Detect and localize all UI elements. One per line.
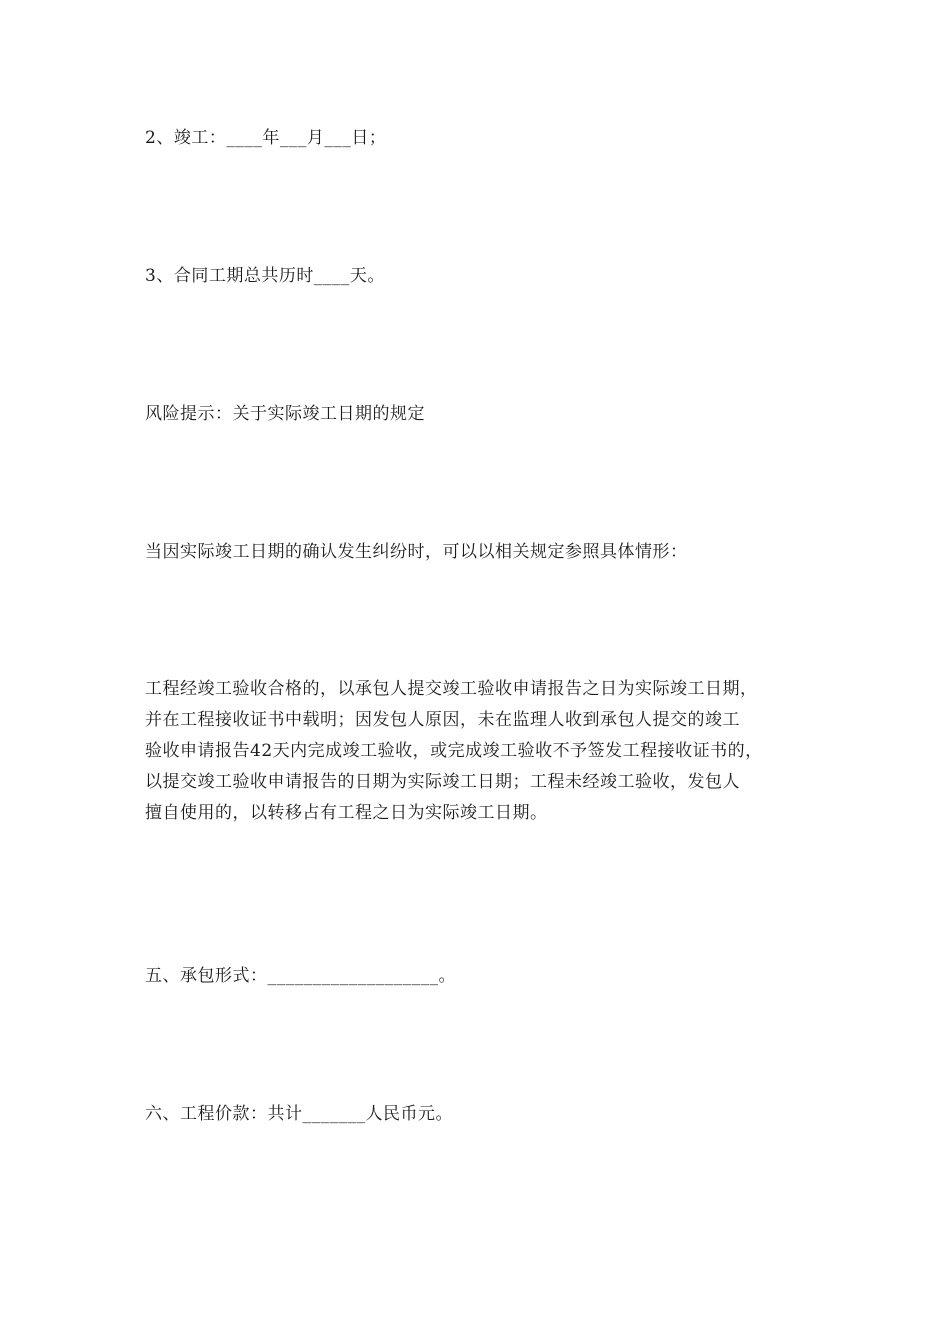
risk-body-line: 以提交竣工验收申请报告的日期为实际竣工日期；工程未经竣工验收，发包人 <box>145 772 740 792</box>
completion-date-item: 2、竣工：____年___月___日； <box>145 128 387 148</box>
contract-price-section: 六、工程价款：共计_______人民币元。 <box>145 1104 453 1124</box>
risk-body-line: 验收申请报告42天内完成竣工验收，或完成竣工验收不予签发工程接收证书的， <box>145 741 763 761</box>
risk-body-line: 工程经竣工验收合格的，以承包人提交竣工验收申请报告之日为实际竣工日期， <box>145 679 758 699</box>
contract-duration-item: 3、合同工期总共历时____天。 <box>145 266 385 286</box>
risk-tip-intro: 当因实际竣工日期的确认发生纠纷时，可以以相关规定参照具体情形： <box>145 542 688 562</box>
risk-body-line: 擅自使用的，以转移占有工程之日为实际竣工日期。 <box>145 803 548 823</box>
risk-tip-heading: 风险提示：关于实际竣工日期的规定 <box>145 404 425 424</box>
risk-tip-body <box>145 674 815 829</box>
contract-form-section: 五、承包形式：___________________。 <box>145 966 456 986</box>
risk-body-line: 并在工程接收证书中载明；因发包人原因，未在监理人收到承包人提交的竣工 <box>145 710 740 730</box>
